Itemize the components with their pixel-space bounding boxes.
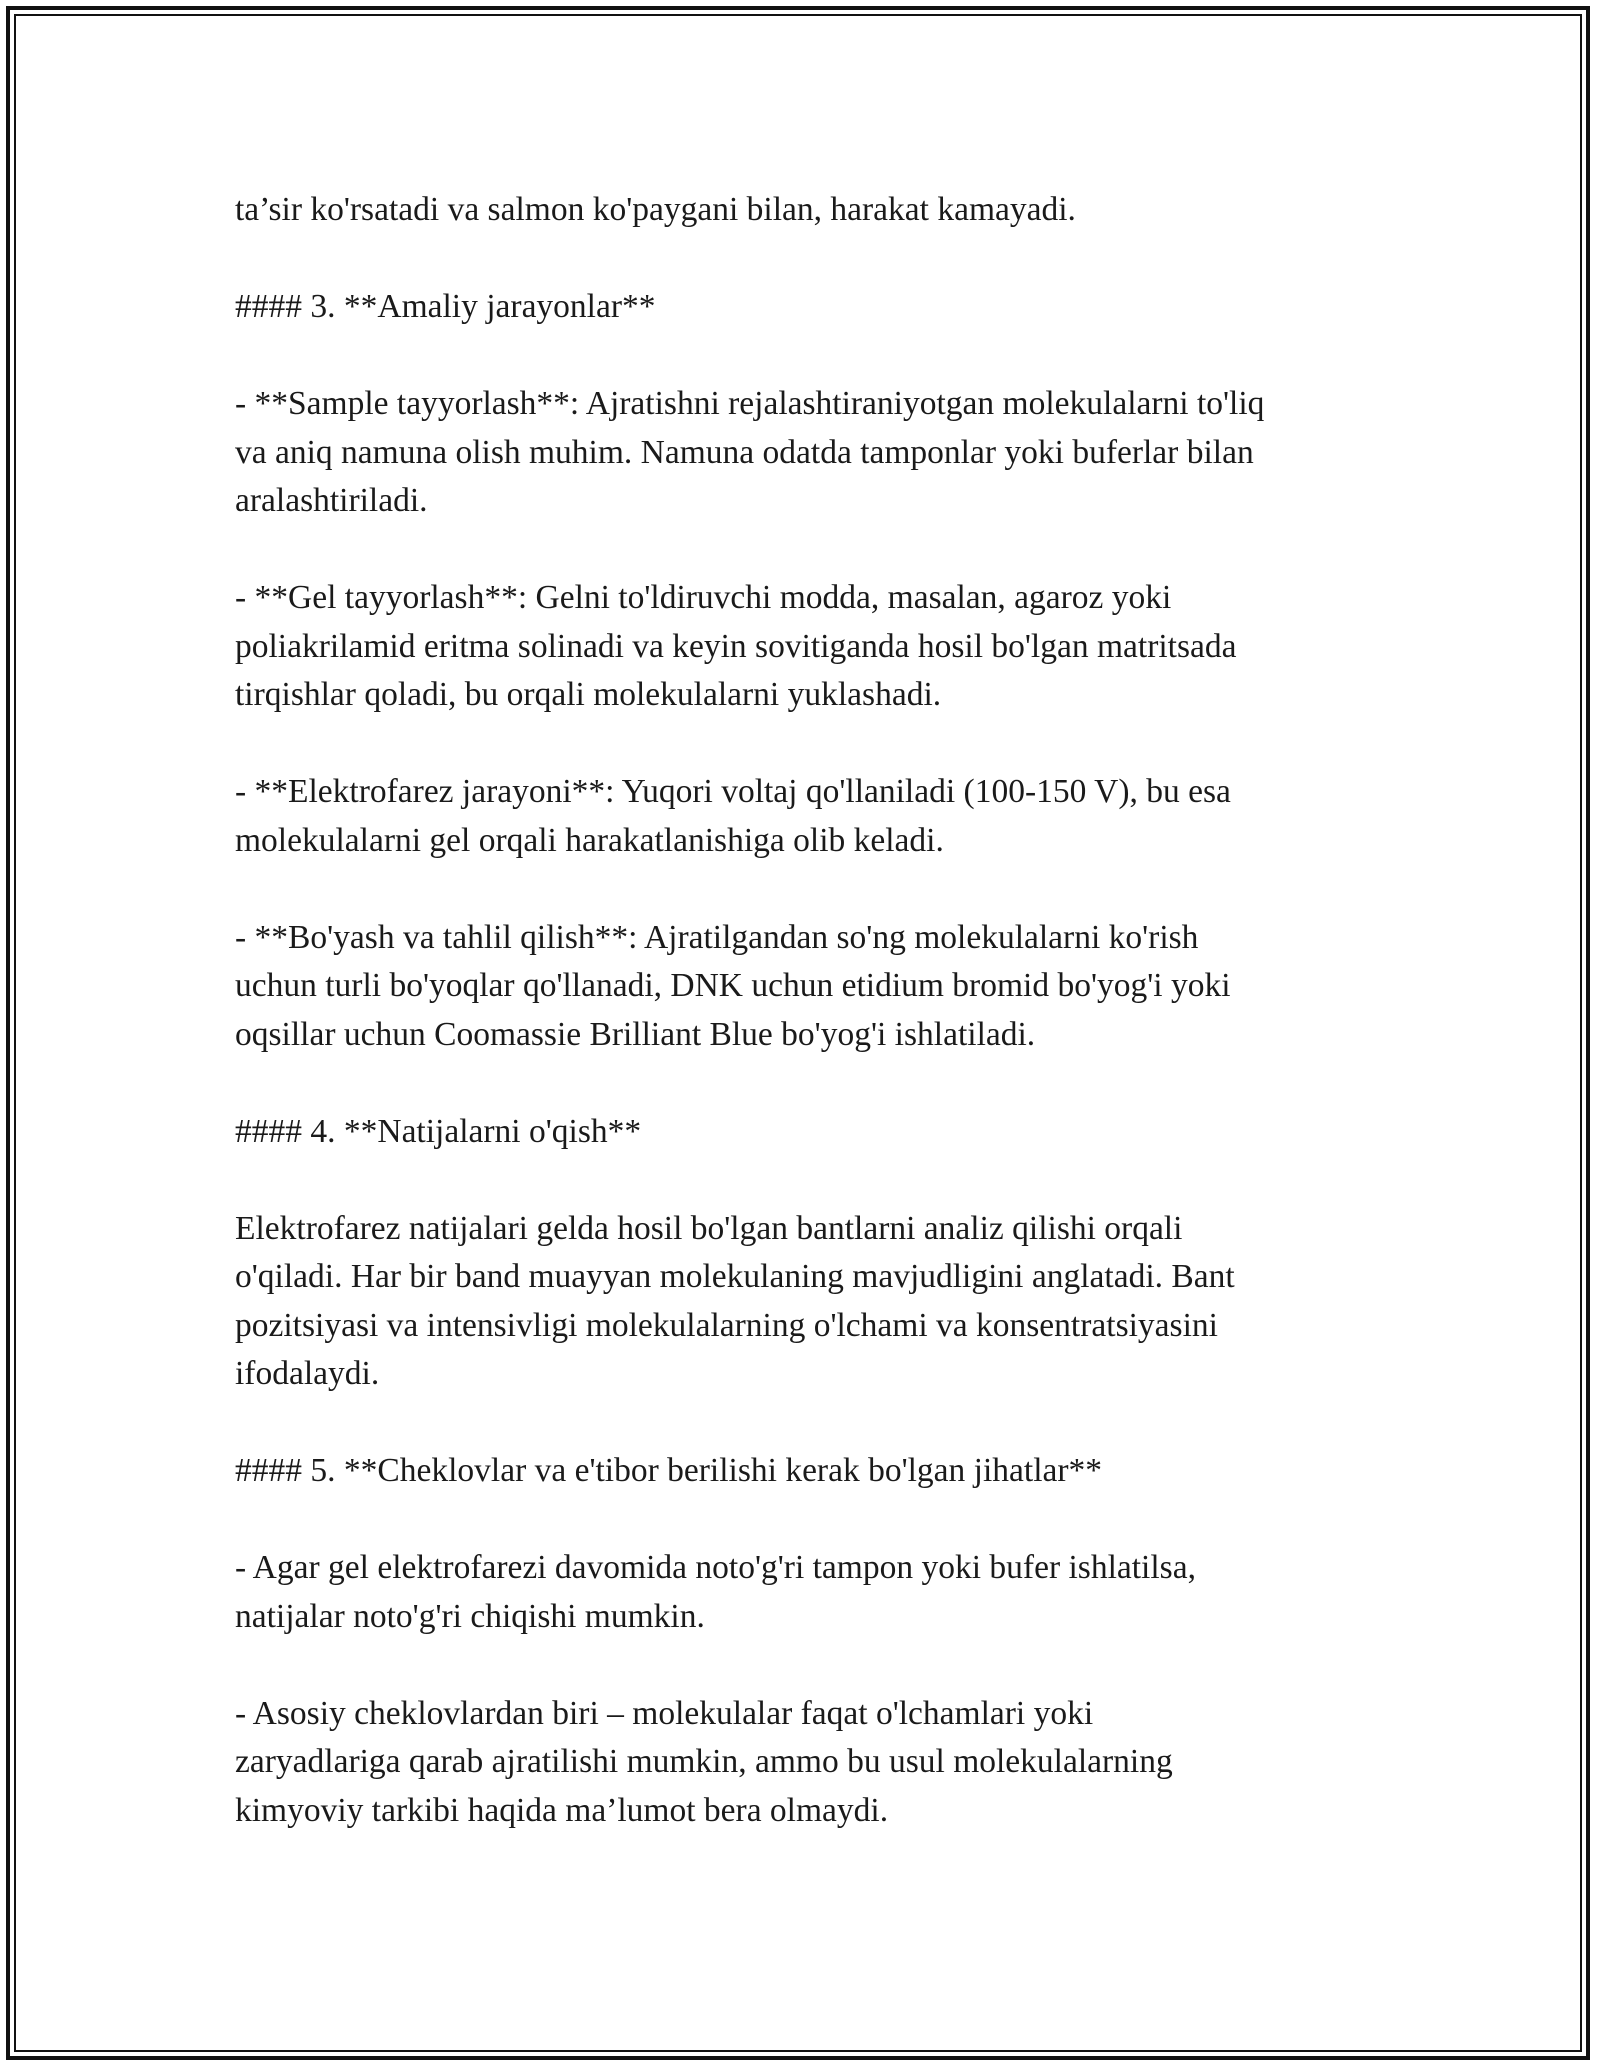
paragraph-natijalar: Elektrofarez natijalari gelda hosil bo'lgan bantlarni analiz qilishi orqali o'qiladi. Har bir band muayyan molekulaning mavjudligini anglatadi. Bant pozitsiyasi va intensivligi molekulalarning o'lchami va konsentratsiyasini ifodalaydi. xyxy=(235,1209,1235,1392)
paragraph-continuation: ta’sir ko'rsatadi va salmon ko'paygani bilan, harakat kamayadi. xyxy=(235,191,1076,228)
document-body xyxy=(235,186,1385,1884)
heading-cheklovlar: #### 5. **Cheklovlar va e'tibor berilishi kerak bo'lgan jihatlar** xyxy=(235,1452,1103,1489)
list-item-asosiy-cheklov: - Asosiy cheklovlardan biri – molekulalar faqat o'lchamlari yoki zaryadlariga qarab ajratilishi mumkin, ammo bu usul molekulalarning kimyoviy tarkibi haqida ma’lumot bera olmaydi. xyxy=(235,1694,1173,1829)
list-item-sample-tayyorlash: - **Sample tayyorlash**: Ajratishni rejalashtiraniyotgan molekulalarni to'liq va aniq namuna olish muhim. Namuna odatda tamponlar yoki buferlar bilan aralashtiriladi. xyxy=(235,385,1265,519)
list-item-boyash-tahlil: - **Bo'yash va tahlil qilish**: Ajratilgandan so'ng molekulalarni ko'rish uchun turli bo'yoqlar qo'llanadi, DNK uchun etidium bromid bo'yog'i yoki oqsillar uchun Coomassie Brilliant Blue bo'yog'i ishlatiladi. xyxy=(235,918,1231,1053)
list-item-gel-tayyorlash: - **Gel tayyorlash**: Gelni to'ldiruvchi modda, masalan, agaroz yoki poliakrilamid eritma solinadi va keyin sovitiganda hosil bo'lgan matritsada tirqishlar qoladi, bu orqali molekulalarni yuklashadi. xyxy=(235,579,1237,713)
heading-natijalarni-oqish: #### 4. **Natijalarni o'qish** xyxy=(235,1112,642,1150)
heading-amaliy-jarayonlar: #### 3. **Amaliy jarayonlar** xyxy=(235,288,656,325)
list-item-elektrofarez-jarayoni: - **Elektrofarez jarayoni**: Yuqori voltaj qo'llaniladi (100-150 V), bu esa molekulalarni gel orqali harakatlanishiga olib keladi. xyxy=(235,773,1231,859)
list-item-noto-gri-tampon: - Agar gel elektrofarezi davomida noto'g'ri tampon yoki bufer ishlatilsa, natijalar noto'g'ri chiqishi mumkin. xyxy=(235,1549,1196,1635)
